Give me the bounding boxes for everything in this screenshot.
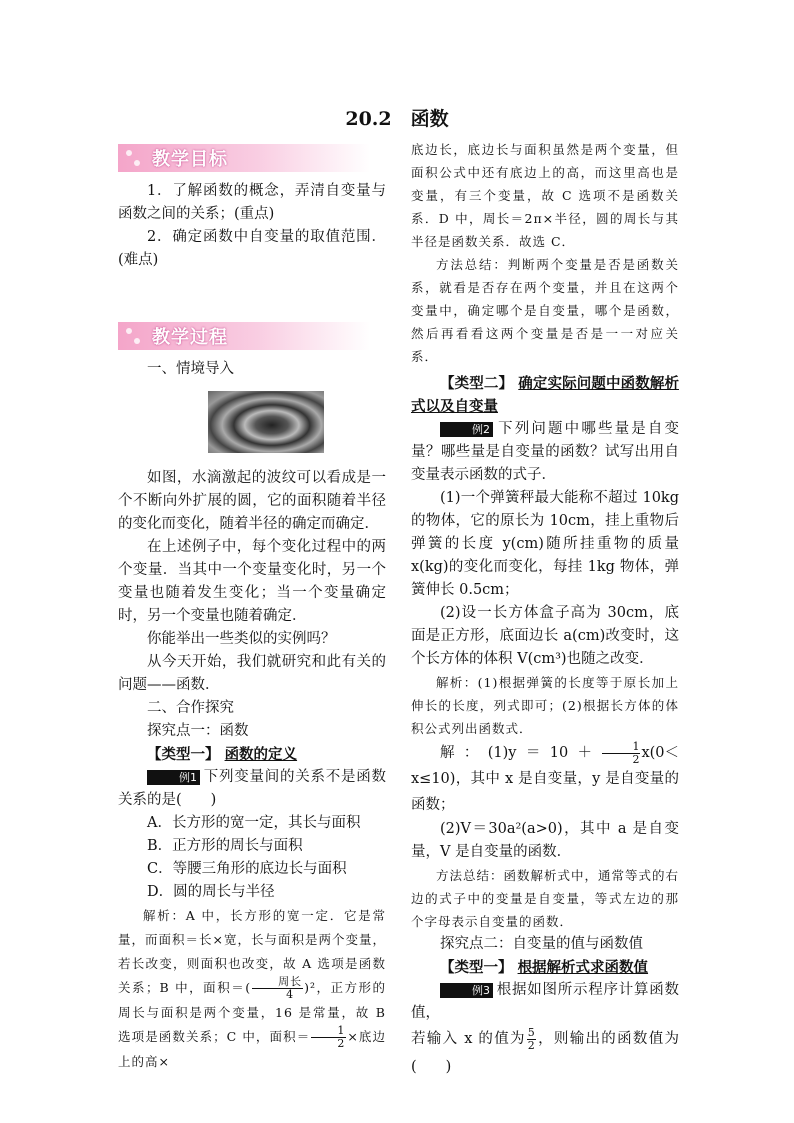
example1-tag: 例1: [147, 770, 200, 785]
section-heading-situation: 一、情境导入: [147, 361, 234, 377]
example1-option-d: D．圆的周长与半径: [147, 884, 275, 900]
section-heading-explore: 二、合作探究: [147, 700, 234, 716]
goal-item-1: 1．了解函数的概念，弄清自变量与函数之间的关系；(重点): [118, 183, 386, 222]
goals-banner-title: 教学目标: [152, 149, 228, 170]
analysis1-part-b: )²，正方形的周长与面积是两个变量，16 是常量，故 B 选项是函数关系；C 中，面积＝: [118, 980, 386, 1044]
type3-heading: [411, 956, 679, 979]
example2-part-1: (1)一个弹簧秤最大能称不超过 10kg 的物体，它的原长为 10cm，挂上重物后弹簧的长度 y(cm)随所挂重物的质量 x(kg)的变化而变化，每挂 1kg 物体，弹簧伸长 0.5cm；: [411, 490, 679, 598]
example2-analysis: 解析：(1)根据弹簧的长度等于原长加上伸长的长度，列式即可；(2)根据长方体的体积公式列出函数式．: [411, 675, 679, 736]
example2-solution-1: [411, 740, 679, 818]
analysis1-part-a: 解析：A 中，长方形的宽一定．它是常量，而面积＝长×宽，长与面积是两个变量，若长改变，则面积也改变，故 A 选项是函数关系；B 中，面积＝(: [118, 908, 386, 995]
example2-part-2: (2)设一长方体盒子高为 30cm，底面是正方形，底面边长 a(cm)改变时，这个长方体的体积 V(cm³)也随之改变．: [411, 605, 679, 667]
example2-text: 下列问题中哪些量是自变量？哪些量是自变量的函数？试写出用自变量表示函数的式子．: [411, 421, 679, 483]
process-banner-title: 教学过程: [152, 327, 228, 348]
example3-text: 根据如图所示程序计算函数值，: [411, 982, 679, 1021]
fraction-numerator: 1: [311, 1025, 346, 1038]
type1-title: 函数的定义: [224, 746, 298, 763]
type1-label: 【类型一】: [147, 746, 220, 763]
example2-tag: 例2: [440, 422, 493, 437]
example1-option-b: B．正方形的周长与面积: [147, 838, 303, 854]
example1-option-c: C．等腰三角形的底边长与面积: [147, 861, 347, 877]
example3-question: [411, 979, 679, 1025]
goals-banner: [118, 144, 370, 172]
example3-part-b: ，则输出的函数值为( ): [411, 1031, 679, 1075]
fraction-numerator: 5: [527, 1025, 535, 1039]
method-summary-1: 方法总结：判断两个变量是否是函数关系，就看是否存在两个变量，并且在这两个变量中，确定哪个是自变量，哪个是函数，然后再看看这两个变量是否是一一对应关系．: [411, 257, 679, 364]
analysis1-part-c: ×底边上的高×: [118, 1029, 386, 1069]
example1-text: 下列变量间的关系不是函数关系的是( ): [118, 769, 386, 808]
solution-part-b: x(0＜x≤10)，其中 x 是自变量，y 是自变量的函数；: [411, 745, 679, 813]
intro-paragraph-4: 从今天开始，我们就研究和此有关的问题——函数．: [118, 654, 386, 693]
example3-part-a: 若输入 x 的值为: [411, 1031, 526, 1047]
type2-heading: [411, 372, 679, 418]
explore-point-2: 探究点二：自变量的值与函数值: [440, 936, 643, 952]
explore-point-1: 探究点一：函数: [147, 723, 249, 739]
fraction-one-half: [602, 741, 640, 766]
type2-label: 【类型二】: [440, 375, 514, 392]
left-column: [118, 138, 386, 1074]
banner-dot-decoration: [134, 160, 140, 166]
type3-label: 【类型一】: [440, 959, 513, 976]
water-ripple-image: [208, 391, 324, 453]
fraction-one-half: [311, 1025, 346, 1050]
fraction-numerator: 周长: [252, 976, 303, 989]
intro-paragraph-2: 在上述例子中，每个变化过程中的两个变量．当其中一个变量变化时，另一个变量也随着发生变化；当一个变量确定时，另一个变量也随着确定．: [118, 539, 386, 624]
banner-dot-decoration: [126, 150, 132, 156]
fraction-perimeter-over-4: [252, 976, 303, 1001]
example3-tag: 例3: [440, 983, 493, 998]
goal-item-2: 2．确定函数中自变量的取值范围．(难点): [118, 229, 386, 268]
fraction-denominator: 4: [286, 988, 295, 1001]
intro-paragraph-3: 你能举出一些类似的实例吗？: [147, 631, 336, 647]
method-summary-2: 方法总结：函数解析式中，通常等式的右边的式子中的变量是自变量，等式左边的那个字母表示自变量的函数．: [411, 868, 680, 929]
example2-solution-2: (2)V＝30a²(a>0)，其中 a 是自变量，V 是自变量的函数．: [411, 821, 679, 860]
solution-part-a: 解：(1)y＝10＋: [440, 745, 602, 761]
fraction-denominator: 2: [632, 752, 640, 766]
fraction-denominator: 2: [527, 1038, 535, 1052]
type1-heading: [118, 743, 386, 766]
type3-title: 根据解析式求函数值: [517, 959, 649, 976]
example1-analysis: [118, 904, 386, 1074]
right-column: [411, 138, 679, 1081]
example3-question-continued: [411, 1025, 679, 1081]
page-title: 20.2 函数: [345, 108, 449, 130]
fraction-five-halves: [527, 1027, 536, 1052]
banner-dot-decoration: [126, 328, 132, 334]
banner-dot-decoration: [134, 338, 140, 344]
example1-option-a: A．长方形的宽一定，其长与面积: [147, 815, 361, 831]
analysis1-continued: 底边长，底边长与面积虽然是两个变量，但面积公式中还有底边上的高，而这里高也是变量，有三个变量，故 C 选项不是函数关系．D 中，周长＝2π×半径，圆的周长与其半径是函数关系．故选 C．: [411, 142, 679, 249]
fraction-numerator: 1: [602, 741, 640, 754]
fraction-denominator: 2: [337, 1037, 346, 1050]
process-banner: [118, 322, 370, 350]
intro-paragraph-1: 如图，水滴激起的波纹可以看成是一个不断向外扩展的圆，它的面积随着半径的变化而变化，随着半径的确定而确定．: [118, 470, 386, 532]
type2-title: 确定实际问题中函数解析式以及自变量: [411, 375, 679, 415]
example2-question: [411, 418, 679, 487]
example1-question: [118, 766, 386, 812]
